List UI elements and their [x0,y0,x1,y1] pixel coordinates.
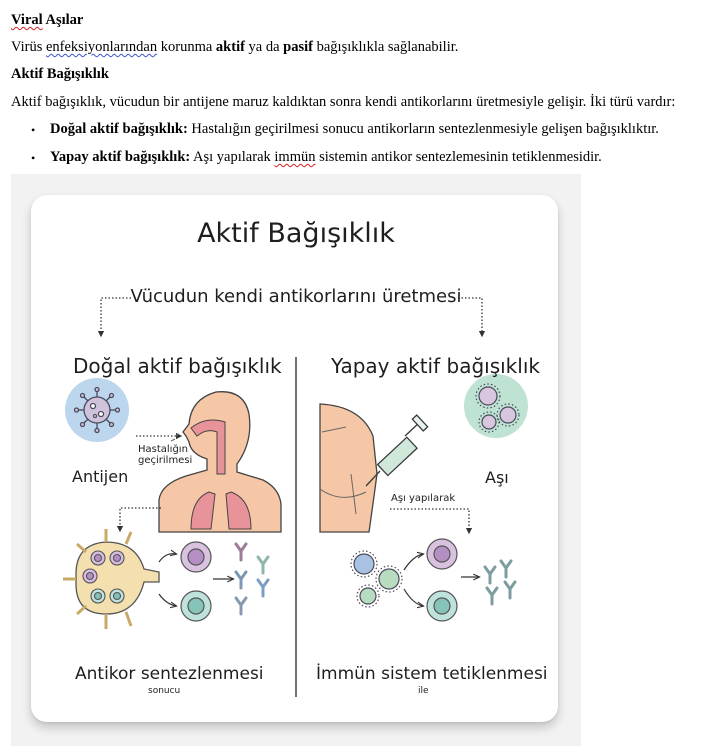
heading-viral-asilar: Viral Aşılar [11,12,84,28]
infection-label: Hastalığın geçirilmesi [138,444,193,466]
body-paragraph: Aktif bağışıklık, vücudun bir antijene maruz kaldıktan sonra kendi antikorlarını üretmesiyle gelişir. İki türü vardır: [11,94,676,110]
antibody-icons [236,544,268,614]
b-cell-icon [427,539,457,569]
memory-cell-icon [181,591,211,621]
right-bottom-sublabel: ile [418,686,429,696]
misspelled-word[interactable]: immün [274,149,316,165]
grammar-flagged-word[interactable]: enfeksiyonlarından [45,39,158,55]
left-column-heading: Doğal aktif bağışıklık [73,354,282,378]
right-column-heading: Yapay aktif bağışıklık [331,354,540,378]
b-cell-icon [181,542,211,572]
antibody-icons [485,561,515,604]
bullet-icon: • [31,123,36,137]
memory-cell-icon [427,591,457,621]
infographic-drawing [11,174,581,746]
bullet-icon: • [31,151,36,165]
vaccination-arrow [390,509,469,531]
shoulder-illustration [320,404,377,532]
lymph-node-illustration [63,529,159,629]
infographic-image [11,174,581,746]
vaccine-icon [464,374,528,438]
figure-subtitle: Vücudun kendi antikorlarını üretmesi [130,286,462,307]
intro-paragraph: Virüs enfeksiyonlarından korunma aktif ya da pasif bağışıklıkla sağlanabilir. [11,39,459,55]
vaccine-label: Aşı [485,468,509,487]
left-bottom-sublabel: sonucu [148,686,181,696]
antigen-icon [65,378,129,442]
right-bottom-label: İmmün sistem tetiklenmesi [316,664,548,684]
left-bottom-label: Antikor sentezlenmesi [75,664,264,684]
virus-cluster-icon [351,551,402,607]
synthesis-arrow [120,508,161,529]
syringe-icon [366,415,428,486]
vaccination-label: Aşı yapılarak [391,493,456,504]
misspelled-word[interactable]: Viral [11,12,43,28]
heading-aktif-bagisiklik: Aktif Bağışıklık [11,66,109,82]
figure-title: Aktif Bağışıklık [197,218,395,249]
antigen-label: Antijen [72,467,129,486]
